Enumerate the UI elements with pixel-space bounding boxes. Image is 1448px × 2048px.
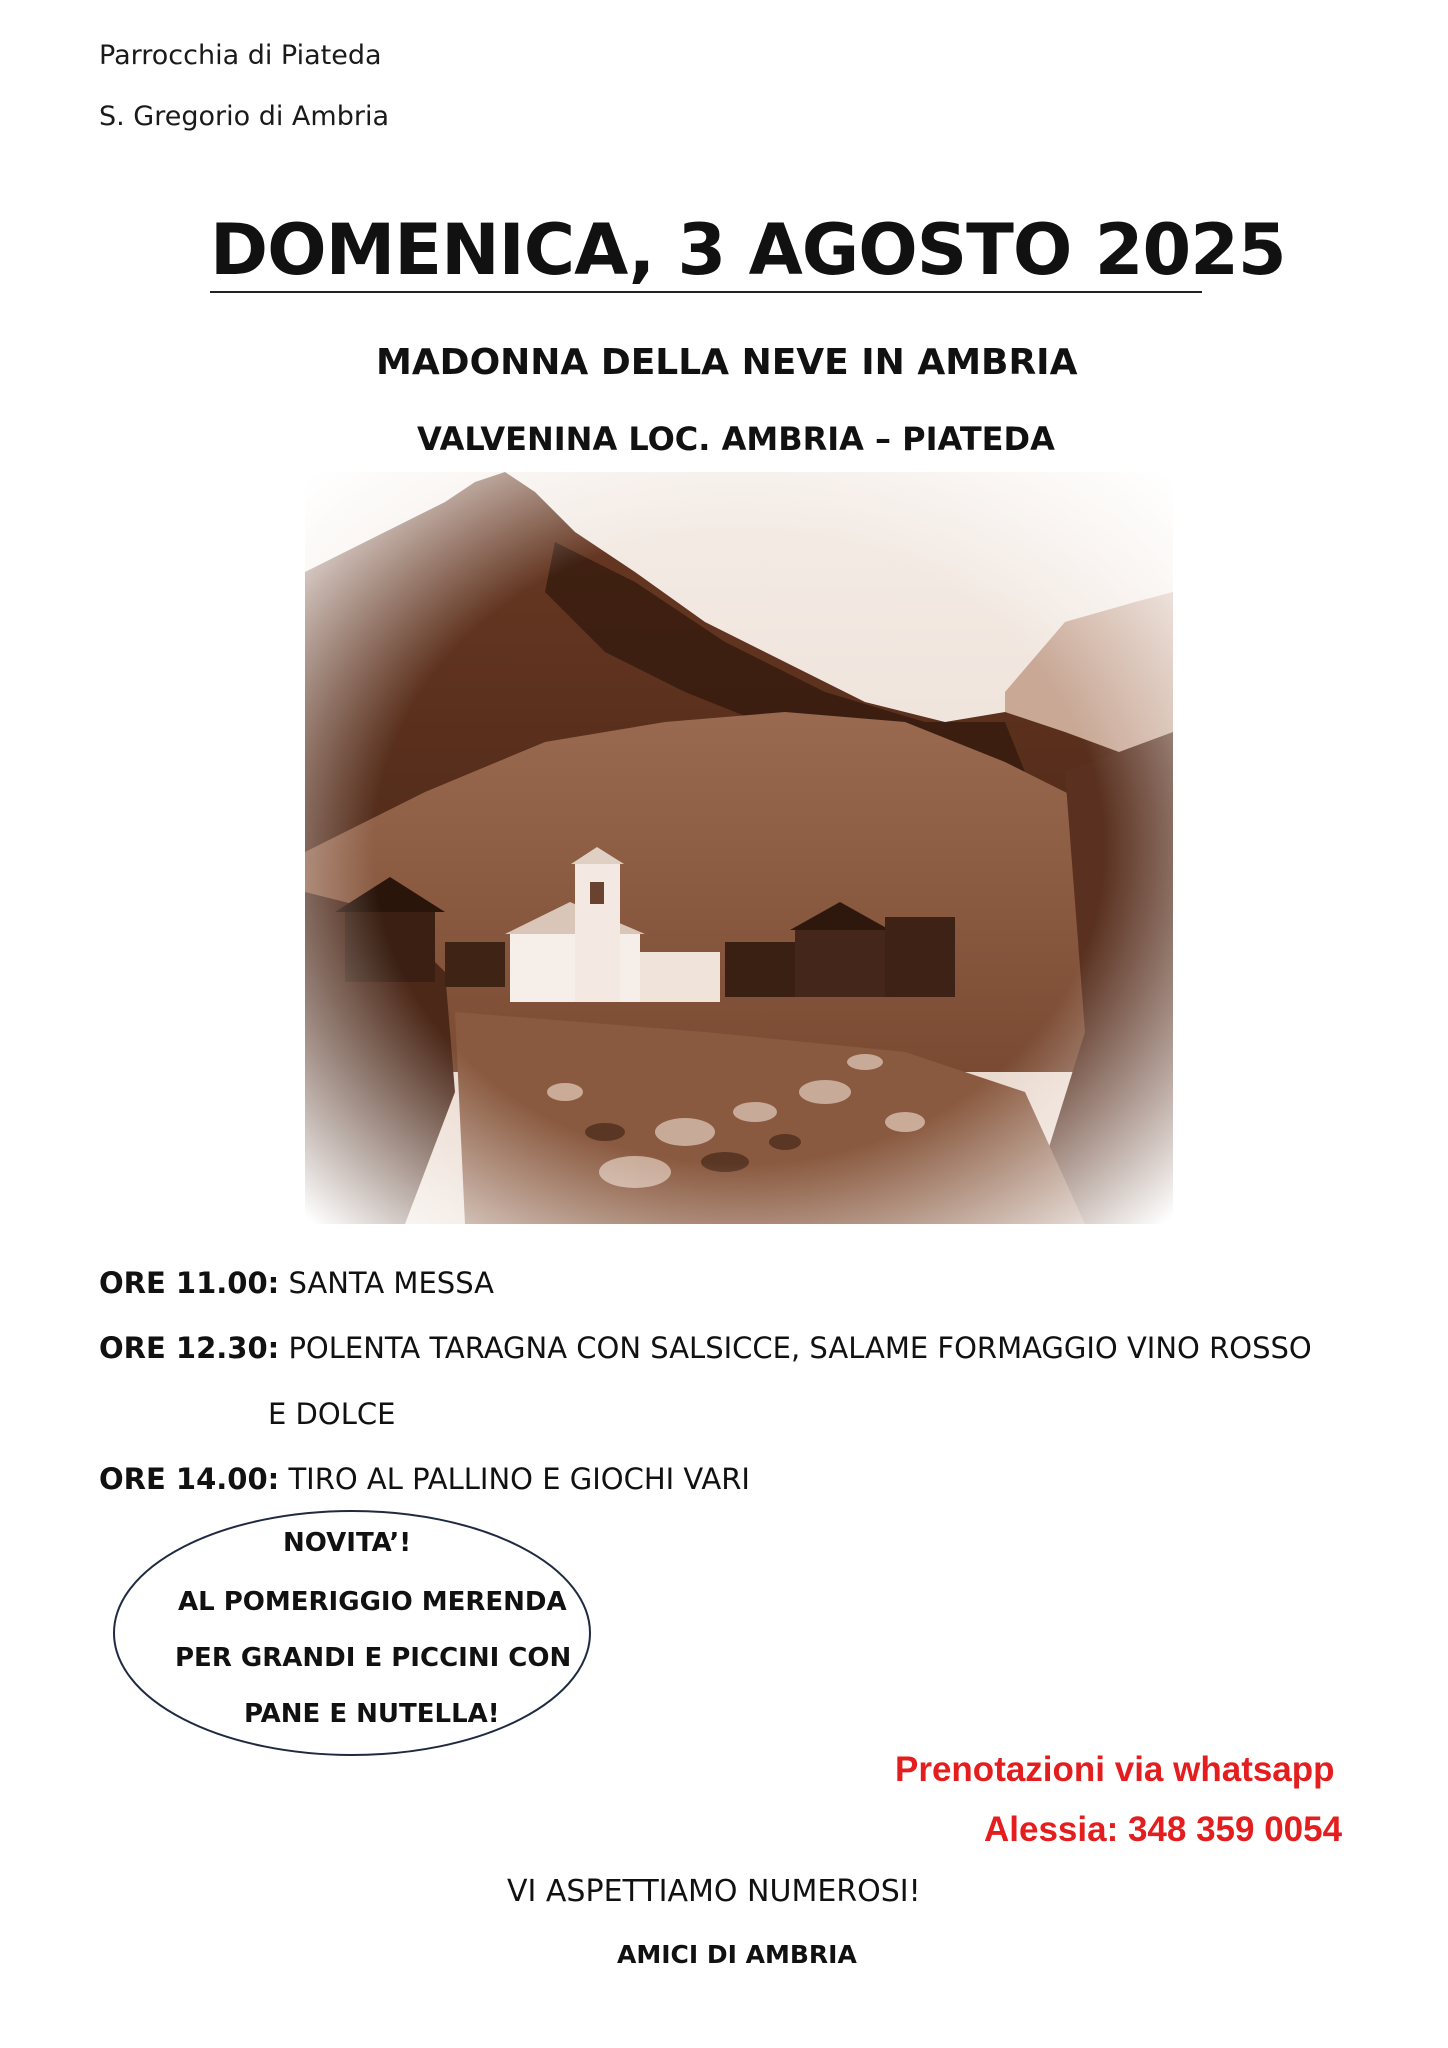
schedule-text: POLENTA TARAGNA CON SALSICCE, SALAME FORMAGGIO VINO ROSSO: [288, 1331, 1312, 1365]
schedule-item-lunch: [99, 1331, 1312, 1365]
closing-message: VI ASPETTIAMO NUMEROSI!: [507, 1874, 921, 1909]
booking-contact: Alessia: 348 359 0054: [984, 1810, 1343, 1849]
schedule-item-games: [99, 1462, 750, 1496]
schedule-time: ORE 12.30:: [99, 1331, 280, 1365]
mountain-village-photo: [305, 472, 1173, 1224]
schedule-text: TIRO AL PALLINO E GIOCHI VARI: [288, 1462, 750, 1496]
event-date-title: DOMENICA, 3 AGOSTO 2025: [210, 209, 1286, 291]
novelty-heading: NOVITA’!: [283, 1528, 412, 1558]
novelty-line: PER GRANDI E PICCINI CON: [175, 1643, 572, 1673]
schedule-text: SANTA MESSA: [288, 1266, 494, 1300]
event-name: MADONNA DELLA NEVE IN AMBRIA: [376, 342, 1078, 383]
schedule-item-lunch-continuation: E DOLCE: [268, 1397, 396, 1431]
church-name: S. Gregorio di Ambria: [99, 101, 389, 132]
schedule-item-mass: [99, 1266, 494, 1300]
booking-info: Prenotazioni via whatsapp: [895, 1750, 1335, 1789]
schedule-time: ORE 14.00:: [99, 1462, 280, 1496]
schedule-time: ORE 11.00:: [99, 1266, 280, 1300]
organizer-signature: AMICI DI AMBRIA: [617, 1940, 857, 1969]
novelty-line: PANE E NUTELLA!: [244, 1699, 500, 1729]
parish-name: Parrocchia di Piateda: [99, 40, 382, 71]
novelty-line: AL POMERIGGIO MERENDA: [178, 1587, 567, 1617]
event-location: VALVENINA LOC. AMBRIA – PIATEDA: [417, 420, 1055, 458]
